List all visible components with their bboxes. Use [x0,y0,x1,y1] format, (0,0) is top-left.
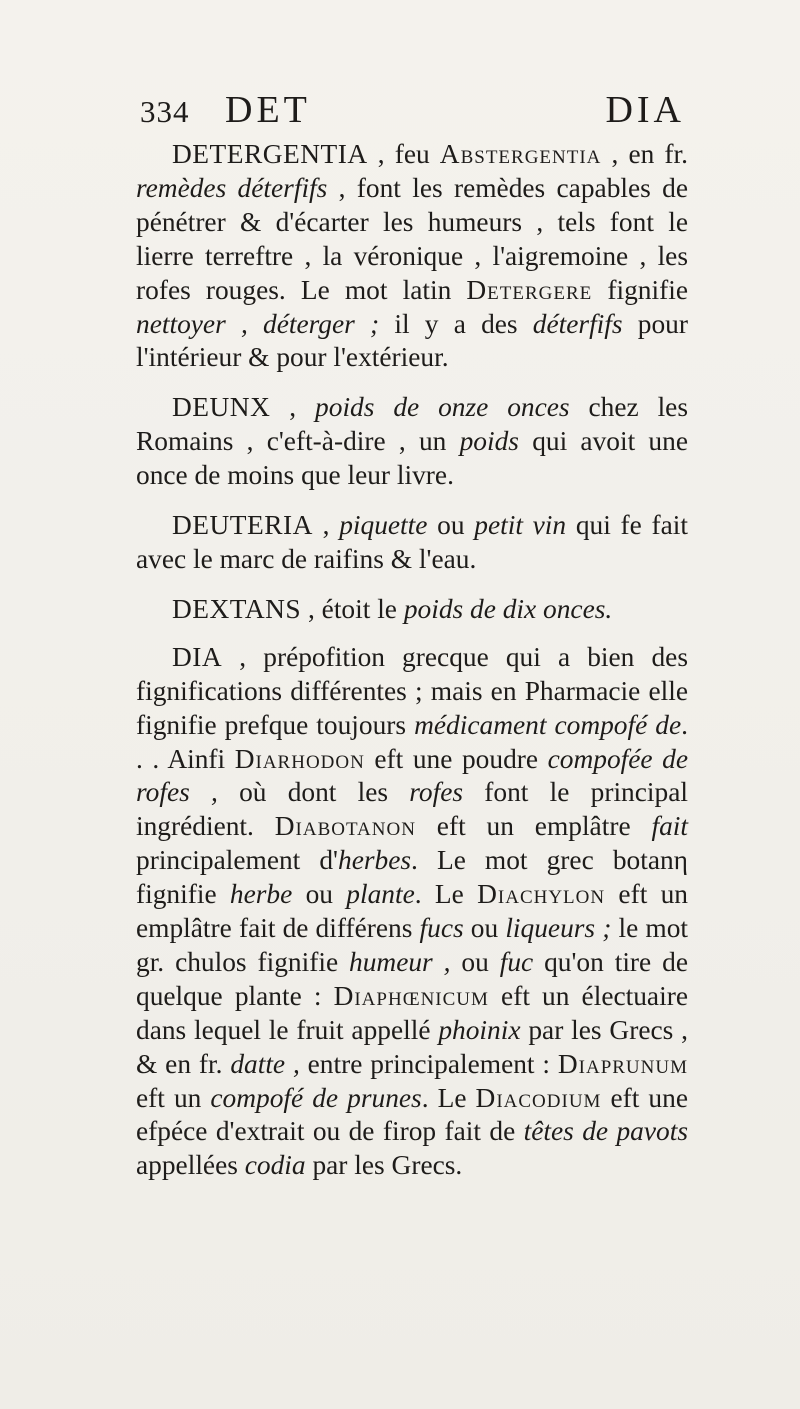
page-number: 334 [140,94,190,129]
text-segment: , font les remèdes capables de pénétrer & d'écarter les humeurs , tels font le lierre terreftre , la véronique , l'aigremoine , les rofes rouges. Le mot latin [136,172,688,305]
italic-text: déterfifs [532,308,623,339]
text-segment: eft une efpéce d'extrait ou de firop fait de [136,1082,688,1147]
text-segment: appellées [136,1150,245,1181]
italic-text: compofé de prunes [210,1082,422,1113]
entry-headword: DETERGENTIA [172,139,368,169]
text-segment: eft un électuaire dans lequel le fruit appellé [136,980,688,1045]
text-segment: , [270,392,316,423]
text-segment: entre principalement : [299,1048,558,1079]
small-caps-term: Detergere [466,274,593,305]
text-segment: , feu [367,139,440,169]
text-segment: eft un [136,1082,211,1113]
italic-text: fucs [419,913,464,944]
text-segment: par les Grecs. [305,1150,463,1181]
text-segment: , prépofition grecque qui a bien des fignifications différentes ; mais en Pharmacie elle fignifie prefque toujours [136,641,688,740]
italic-text: rofes [409,777,464,808]
text-segment: , [312,510,340,541]
italic-text: liqueurs ; [505,913,612,944]
italic-text: têtes de pavots [523,1116,688,1147]
text-segment: . Le [414,879,478,910]
small-caps-term: Diabotanon [274,811,416,842]
small-caps-term: Diachylon [477,879,606,910]
text-segment: ou [463,913,506,944]
italic-text: herbe [229,879,293,910]
text-segment: il y a des [379,308,533,339]
italic-text: plante [346,879,415,910]
text-segment: . . . Ainfi [136,709,688,774]
italic-text: herbes [338,845,412,876]
entry-deunx [136,391,688,493]
text-segment: font le principal ingrédient. [136,777,688,842]
entry-headword: DIA [172,641,223,672]
italic-text: datte , [230,1048,300,1079]
text-segment: pour l'intérieur & pour l'extérieur. [136,308,688,373]
entry-deuteria [136,509,688,577]
text-segment: eft un emplâtre [415,811,652,842]
text-segment: , étoit le [301,593,404,624]
text-segment: . Le mot grec botanη fignifie [136,845,689,910]
text-segment: ou [292,879,347,910]
text-segment: par les Grecs , & en fr. [136,1014,688,1079]
entry-detergentia [136,138,688,375]
running-header [140,82,685,132]
entry-headword: DEUNX [172,392,271,423]
italic-text: compofée de rofes , [136,743,688,808]
text-segment: qui avoit une once de moins que leur livre. [136,426,688,491]
italic-text: remèdes déterfifs [136,172,328,203]
small-caps-term: Diaphœnicum [333,980,489,1011]
italic-text: petit vin [474,510,567,541]
small-caps-term: Abstergentia [439,139,602,169]
text-segment: ou [450,946,500,977]
italic-text: poids [459,426,519,457]
small-caps-term: Diaprunum [557,1048,688,1079]
italic-text: piquette [339,510,428,541]
text-segment: ou [427,510,475,541]
text-segment: chez les Romains , c'eft-à-dire , un [136,392,689,457]
italic-text: poids de onze onces [315,392,570,423]
italic-text: fuc [499,946,534,977]
text-segment: où dont les [217,777,410,808]
italic-text: fait [651,811,688,842]
text-segment: le mot gr. chulos fignifie [136,913,688,977]
text-segment: fignifie [592,274,688,305]
text-segment: eft un emplâtre fait de différens [136,879,688,944]
text-segment: qui fe fait avec le marc de raifins & l'eau. [136,510,689,574]
dictionary-text [136,138,688,1183]
text-segment: . Le [421,1082,476,1113]
text-segment: principalement d' [136,845,338,876]
entry-headword: DEUTERIA [172,510,313,541]
italic-text: humeur , [349,946,451,977]
header-left-word: DET [225,89,311,131]
entry-headword: DEXTANS [172,593,302,624]
italic-text: médicament compofé de [414,709,682,740]
header-right-word: DIA [605,89,685,131]
text-segment: eft une poudre [364,743,548,774]
italic-text: nettoyer , déterger ; [136,308,380,339]
small-caps-term: Diacodium [475,1082,602,1113]
italic-text: poids de dix onces. [403,593,613,624]
italic-text: phoinix [438,1014,521,1045]
small-caps-term: Diarhodon [234,743,365,774]
italic-text: codia [244,1150,306,1181]
text-segment: , en fr. [601,139,688,169]
text-segment: qu'on tire de quelque plante : [136,946,688,1011]
entry-dia [136,641,688,1184]
entry-dextans [136,593,688,627]
